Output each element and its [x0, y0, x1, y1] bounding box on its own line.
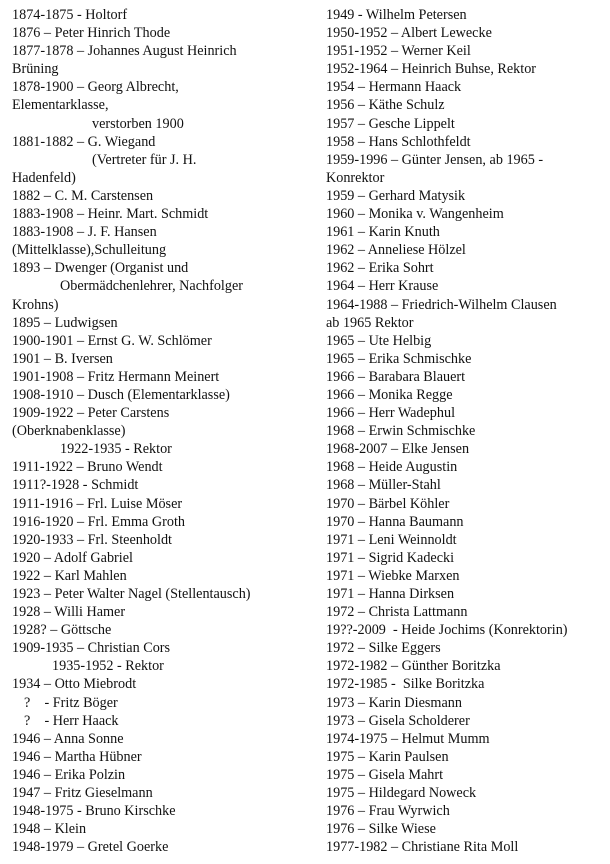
document-line: 1968 – Müller-Stahl	[326, 477, 441, 494]
document-line: 1970 – Hanna Baumann	[326, 513, 464, 530]
document-line: 1968 – Erwin Schmischke	[326, 423, 476, 440]
document-line: 19??-2009 - Heide Jochims (Konrektorin)	[326, 622, 568, 639]
document-line: 1956 – Käthe Schulz	[326, 97, 445, 114]
document-line: 1977-1982 – Christiane Rita Moll	[326, 839, 519, 856]
document-line: 1908-1910 – Dusch (Elementarklasse)	[12, 386, 230, 403]
document-line: 1954 – Hermann Haack	[326, 79, 462, 96]
document-line: Konrektor	[326, 169, 385, 186]
document-line: 1964 – Herr Krause	[326, 278, 439, 295]
document-line: 1965 – Ute Helbig	[326, 332, 432, 349]
document-line: 1901 – B. Iversen	[12, 350, 113, 367]
document-line: 1966 – Monika Regge	[326, 386, 453, 403]
document-line: 1964-1988 – Friedrich-Wilhelm Clausen	[326, 296, 557, 313]
document-line: Hadenfeld)	[12, 169, 76, 186]
document-line: 1895 – Ludwigsen	[12, 314, 118, 331]
document-line: 1973 – Gisela Scholderer	[326, 712, 470, 729]
document-line: 1975 – Hildegard Noweck	[326, 785, 477, 802]
document-line: Krohns)	[12, 296, 59, 313]
document-line: 1911-1922 – Bruno Wendt	[12, 459, 163, 476]
document-line: 1948-1979 – Gretel Goerke	[12, 839, 169, 856]
document-line: 1946 – Martha Hübner	[12, 748, 142, 765]
document-line: 1946 – Anna Sonne	[12, 730, 124, 747]
document-line: 1971 – Wiebke Marxen	[326, 567, 460, 584]
document-line: 1883-1908 – Heinr. Mart. Schmidt	[12, 206, 209, 223]
right-column	[326, 6, 606, 856]
document-line: 1883-1908 – J. F. Hansen	[12, 224, 157, 241]
document-line: 1959-1996 – Günter Jensen, ab 1965 -	[326, 151, 544, 168]
document-line: 1948-1975 - Bruno Kirschke	[12, 803, 176, 820]
document-line: 1976 – Silke Wiese	[326, 821, 436, 838]
document-line: 1928 – Willi Hamer	[12, 604, 126, 621]
document-line: 1878-1900 – Georg Albrecht,	[12, 79, 179, 96]
document-line: 1962 – Anneliese Hölzel	[326, 242, 466, 259]
document-line: 1970 – Bärbel Köhler	[326, 495, 450, 512]
document-line: 1960 – Monika v. Wangenheim	[326, 206, 504, 223]
document-line: 1909-1922 – Peter Carstens	[12, 405, 170, 422]
document-line: 1952-1964 – Heinrich Buhse, Rektor	[326, 61, 537, 78]
document-line: 1974-1975 – Helmut Mumm	[326, 730, 490, 747]
document-line: 1911-1916 – Frl. Luise Möser	[12, 495, 183, 512]
document-line: ? - Fritz Böger	[24, 694, 118, 711]
left-column	[12, 6, 312, 856]
document-line: Brüning	[12, 61, 59, 78]
document-line: 1920 – Adolf Gabriel	[12, 549, 133, 566]
document-line: 1947 – Fritz Gieselmann	[12, 785, 153, 802]
document-line: 1975 – Karin Paulsen	[326, 748, 449, 765]
document-line: (Oberknabenklasse)	[12, 423, 126, 440]
document-line: 1972-1985 - Silke Boritzka	[326, 676, 485, 693]
document-line: 1920-1933 – Frl. Steenholdt	[12, 531, 172, 548]
document-line: 1962 – Erika Sohrt	[326, 260, 434, 277]
document-line: 1959 – Gerhard Matysik	[326, 187, 466, 204]
document-line: 1877-1878 – Johannes August Heinrich	[12, 43, 237, 60]
document-line: 1882 – C. M. Carstensen	[12, 187, 154, 204]
document-line: Elementarklasse,	[12, 97, 109, 114]
document-line: 1922 – Karl Mahlen	[12, 567, 127, 584]
document-line: (Vertreter für J. H.	[92, 151, 197, 168]
document-line: (Mittelklasse),Schulleitung	[12, 242, 167, 259]
document-line: 1909-1935 – Christian Cors	[12, 640, 171, 657]
document-line: 1876 – Peter Hinrich Thode	[12, 25, 171, 42]
document-line: 1971 – Hanna Dirksen	[326, 586, 455, 602]
document-line: 1916-1920 – Frl. Emma Groth	[12, 513, 185, 530]
document-line: 1934 – Otto Miebrodt	[12, 676, 137, 693]
document-line: 1972 – Silke Eggers	[326, 640, 441, 657]
document-line: 1911?-1928 - Schmidt	[12, 477, 139, 494]
document-line: 1949 - Wilhelm Petersen	[326, 7, 467, 23]
document-line: 1901-1908 – Fritz Hermann Meinert	[12, 368, 220, 385]
document-line: 1922-1935 - Rektor	[60, 441, 172, 458]
document-line: 1976 – Frau Wyrwich	[326, 803, 450, 820]
document-line: 1966 – Herr Wadephul	[326, 405, 456, 422]
document-line: 1923 – Peter Walter Nagel (Stellentausch)	[12, 586, 251, 602]
document-line: ab 1965 Rektor	[326, 314, 414, 331]
document-line: 1893 – Dwenger (Organist und	[12, 260, 189, 277]
document-line: 1973 – Karin Diesmann	[326, 694, 462, 711]
document-line: 1881-1882 – G. Wiegand	[12, 133, 156, 150]
document-line: 1971 – Sigrid Kadecki	[326, 549, 455, 566]
document-line: 1972 – Christa Lattmann	[326, 604, 468, 621]
document-line: verstorben 1900	[92, 115, 184, 132]
document-line: 1935-1952 - Rektor	[52, 658, 164, 675]
document-line: 1968 – Heide Augustin	[326, 459, 458, 476]
document-line: 1957 – Gesche Lippelt	[326, 115, 455, 132]
document-line: Obermädchenlehrer, Nachfolger	[60, 278, 243, 295]
document-line: 1958 – Hans Schlothfeldt	[326, 133, 471, 150]
document-line: 1968-2007 – Elke Jensen	[326, 441, 470, 458]
document-line: 1946 – Erika Polzin	[12, 766, 126, 783]
document-line: 1975 – Gisela Mahrt	[326, 766, 444, 783]
document-line: 1928? – Göttsche	[12, 622, 112, 639]
document-line: 1961 – Karin Knuth	[326, 224, 440, 241]
document-line: 1950-1952 – Albert Lewecke	[326, 25, 492, 42]
document-line: 1965 – Erika Schmischke	[326, 350, 472, 367]
document-line: 1951-1952 – Werner Keil	[326, 43, 471, 60]
document-line: 1948 – Klein	[12, 821, 87, 838]
document-line: ? - Herr Haack	[24, 712, 119, 729]
document-line: 1971 – Leni Weinnoldt	[326, 531, 457, 548]
document-line: 1874-1875 - Holtorf	[12, 7, 128, 23]
document-line: 1972-1982 – Günther Boritzka	[326, 658, 501, 675]
document-line: 1900-1901 – Ernst G. W. Schlömer	[12, 332, 212, 349]
document-line: 1966 – Barabara Blauert	[326, 368, 466, 385]
